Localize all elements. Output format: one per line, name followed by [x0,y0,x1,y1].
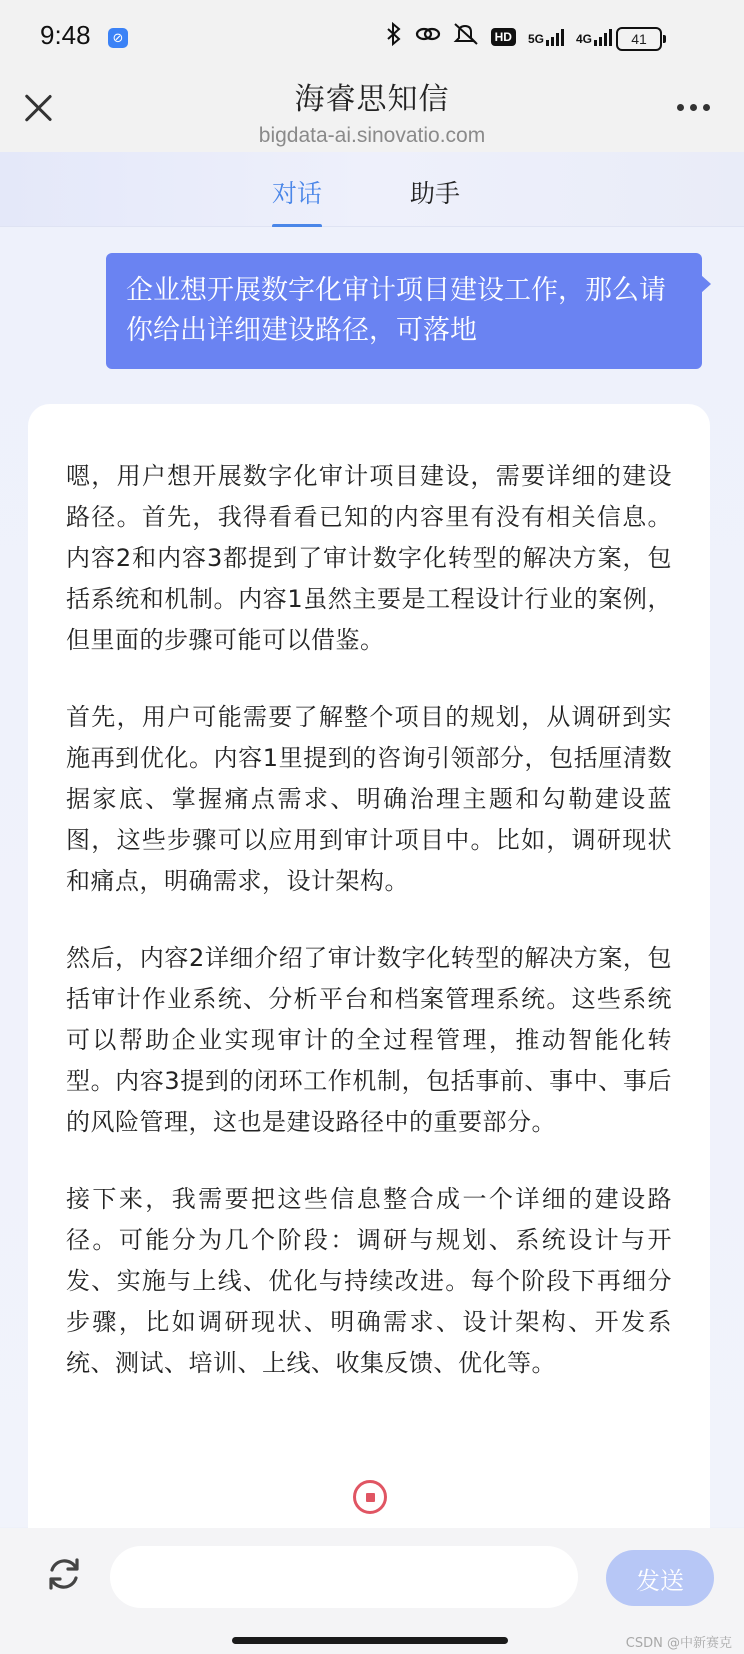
page-title: 海睿思知信 [294,82,450,117]
send-button[interactable]: 发送 [606,1550,714,1606]
tab-assistant-label: 助手 [410,179,461,208]
user-message-text: 企业想开展数字化审计项目建设工作，那么请你给出详细建设路径，可落地 [126,275,666,346]
assistant-paragraph: 首先，用户可能需要了解整个项目的规划，从调研到实施再到优化。内容1里提到的咨询引领部分，包括厘清数据家底、掌握痛点需求、明确治理主题和勾勒建设蓝图，这些步骤可以应用到审计项目中。比如，调研现状和痛点，明确需求，设计架构。 [66,703,672,895]
tab-chat-label: 对话 [272,179,323,208]
stop-generation-icon[interactable] [353,1480,387,1514]
tab-chat[interactable] [272,174,322,210]
assistant-paragraph: 嗯，用户想开展数字化审计项目建设，需要详细的建设路径。首先，我得看看已知的内容里有没有相关信息。内容2和内容3都提到了审计数字化转型的解决方案，包括系统和机制。内容1虽然主要是工程设计行业的案例，但里面的步骤可能可以借鉴。 [66,462,672,654]
link-badge-icon: ⊘ [108,28,128,48]
home-indicator[interactable] [232,1637,508,1644]
refresh-icon[interactable] [44,1554,84,1594]
signal-icon [546,28,564,46]
page-domain: bigdata-ai.sinovatio.com [258,124,486,147]
assistant-paragraph: 然后，内容2详细介绍了审计数字化转型的解决方案，包括审计作业系统、分析平台和档案管理系统。这些系统可以帮助企业实现审计的全过程管理，推动智能化转型。内容3提到的闭环工作机制，包括事前、事中、事后的风险管理，这也是建设路径中的重要部分。 [66,944,672,1136]
user-message-bubble [106,253,702,369]
bluetooth-icon [385,22,403,52]
watermark: CSDN @中新赛克 [625,1636,732,1651]
signal-5g-label: 5G [527,32,544,46]
status-time: 9:48 [40,20,91,50]
title-block [0,74,744,148]
link-icon [415,24,441,50]
tab-assistant[interactable] [410,174,460,210]
signal-4g [576,28,612,46]
signal-4g-label: 4G [575,32,592,46]
status-bar [0,0,744,70]
browser-topbar [0,70,744,152]
more-options-icon[interactable] [677,104,710,111]
signal-5g [528,28,564,46]
signal-icon [594,28,612,46]
chat-area[interactable] [0,227,744,1527]
assistant-paragraph: 接下来，我需要把这些信息整合成一个详细的建设路径。可能分为几个阶段：调研与规划、系统设计与开发、实施与上线、优化与持续改进。每个阶段下再细分步骤，比如调研现状、明确需求、设计架构、开发系统、测试、培训、上线、收集反馈、优化等。 [66,1185,672,1377]
message-input[interactable] [110,1546,578,1608]
tab-bar [0,152,744,227]
assistant-response-card [28,404,710,1550]
mute-icon [453,22,479,52]
hd-badge: HD [491,28,516,46]
battery-icon: 41 [616,27,662,51]
